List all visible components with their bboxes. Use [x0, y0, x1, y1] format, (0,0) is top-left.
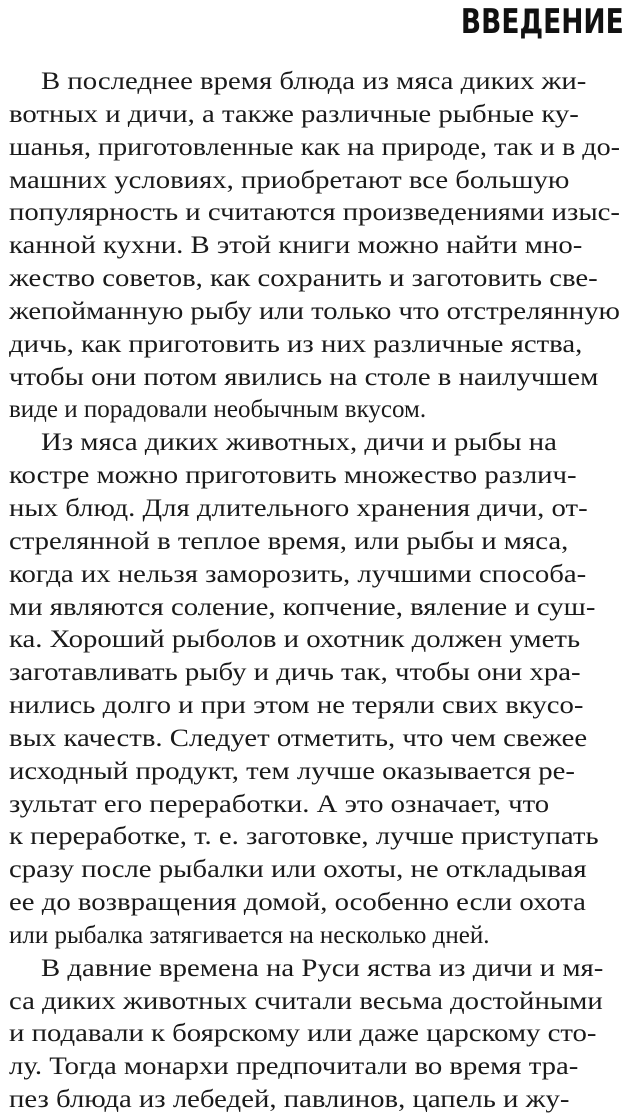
text-line: [0, 789, 632, 822]
text-line: [0, 756, 632, 789]
text-line: [0, 493, 632, 526]
text-line: [0, 132, 632, 165]
text-line: [0, 559, 632, 592]
text-line: [0, 394, 632, 427]
text-line: [0, 821, 632, 854]
text-line-content: канной кухни. В этой книги можно найти мно-: [9, 232, 583, 260]
text-line: [0, 690, 632, 723]
text-line: [0, 592, 632, 625]
text-line-content: жепойманную рыбу или только что отстрелянную: [9, 297, 620, 325]
text-line: [0, 460, 632, 493]
text-line: [0, 427, 632, 460]
text-line-content: шанья, приготовленные как на природе, так и в до-: [9, 133, 621, 161]
body-text: [0, 66, 632, 1117]
text-line-content: ка. Хороший рыболов и охотник должен уметь: [9, 626, 581, 654]
text-line-content: вых качеств. Следует отметить, что чем свежее: [9, 724, 588, 752]
text-line: [0, 986, 632, 1019]
chapter-heading: ВВЕДЕНИЕ: [461, 2, 624, 42]
text-line-content: машних условиях, приобретают все большую: [9, 166, 570, 194]
text-line-content: жество советов, как сохранить и заготовить све-: [9, 265, 598, 293]
text-line-content: вотных и дичи, а также различные рыбные ку-: [9, 100, 579, 128]
text-line: [0, 329, 632, 362]
text-line: [0, 953, 632, 986]
text-line-content: чтобы они потом явились на столе в наилучшем: [9, 363, 599, 391]
text-line: [0, 99, 632, 132]
text-line: [0, 920, 632, 953]
text-line: [0, 296, 632, 329]
text-line-content: когда их нельзя заморозить, лучшими способа-: [9, 560, 587, 588]
text-line: [0, 66, 632, 99]
text-line-content: ми являются соление, копчение, вяление и суш-: [9, 593, 596, 621]
text-line-content: ее до возвращения домой, особенно если охота: [9, 889, 586, 917]
text-line-content: дичь, как приготовить из них различные яства,: [9, 330, 583, 358]
text-line-content: заготавливать рыбу и дичь так, чтобы они хра-: [9, 659, 581, 687]
text-line-content: сразу после рыбалки или охоты, не откладывая: [9, 856, 587, 884]
text-line-content: В давние времена на Руси яства из дичи и мя-: [41, 954, 604, 982]
text-line-content: исходный продукт, тем лучше оказывается ре-: [9, 757, 576, 785]
text-line: [0, 624, 632, 657]
text-line-content: к переработке, т. е. заготовке, лучше приступать: [9, 823, 599, 851]
text-line: [0, 723, 632, 756]
text-line-content: нились долго и при этом не теряли свих вкусо-: [9, 692, 584, 720]
text-line-content: популярность и считаются произведениями изыс-: [9, 199, 620, 227]
text-line-content: са диких животных считали весьма достойными: [9, 987, 603, 1015]
text-line-content: зультат его переработки. А это означает, что: [9, 790, 550, 818]
text-line: [0, 526, 632, 559]
text-line-content: костре можно приготовить множество различ-: [9, 462, 577, 490]
text-line-content: лу. Тогда монархи предпочитали во время тра-: [9, 1053, 579, 1081]
text-line-content: ных блюд. Для длительного хранения дичи, от-: [9, 494, 588, 522]
text-line-content: или рыбалка затягивается на несколько дней.: [9, 921, 490, 949]
text-line: [0, 165, 632, 198]
text-line: [0, 263, 632, 296]
text-line-content: пез блюда из лебедей, павлинов, цапель и жу-: [9, 1086, 570, 1114]
text-line-content: виде и порадовали необычным вкусом.: [9, 396, 427, 424]
text-line: [0, 362, 632, 395]
text-line-content: стрелянной в теплое время, или рыбы и мяса,: [9, 527, 569, 555]
text-line: [0, 230, 632, 263]
text-line: [0, 1084, 632, 1117]
text-line: [0, 854, 632, 887]
text-line-content: и подавали к боярскому или даже царскому сто-: [9, 1020, 597, 1048]
text-line: [0, 1051, 632, 1084]
text-line-content: Из мяса диких животных, дичи и рыбы на: [41, 429, 557, 457]
text-line: [0, 197, 632, 230]
text-line: [0, 1018, 632, 1051]
text-line: [0, 887, 632, 920]
text-line: [0, 657, 632, 690]
text-line-content: В последнее время блюда из мяса диких жи-: [41, 68, 587, 95]
